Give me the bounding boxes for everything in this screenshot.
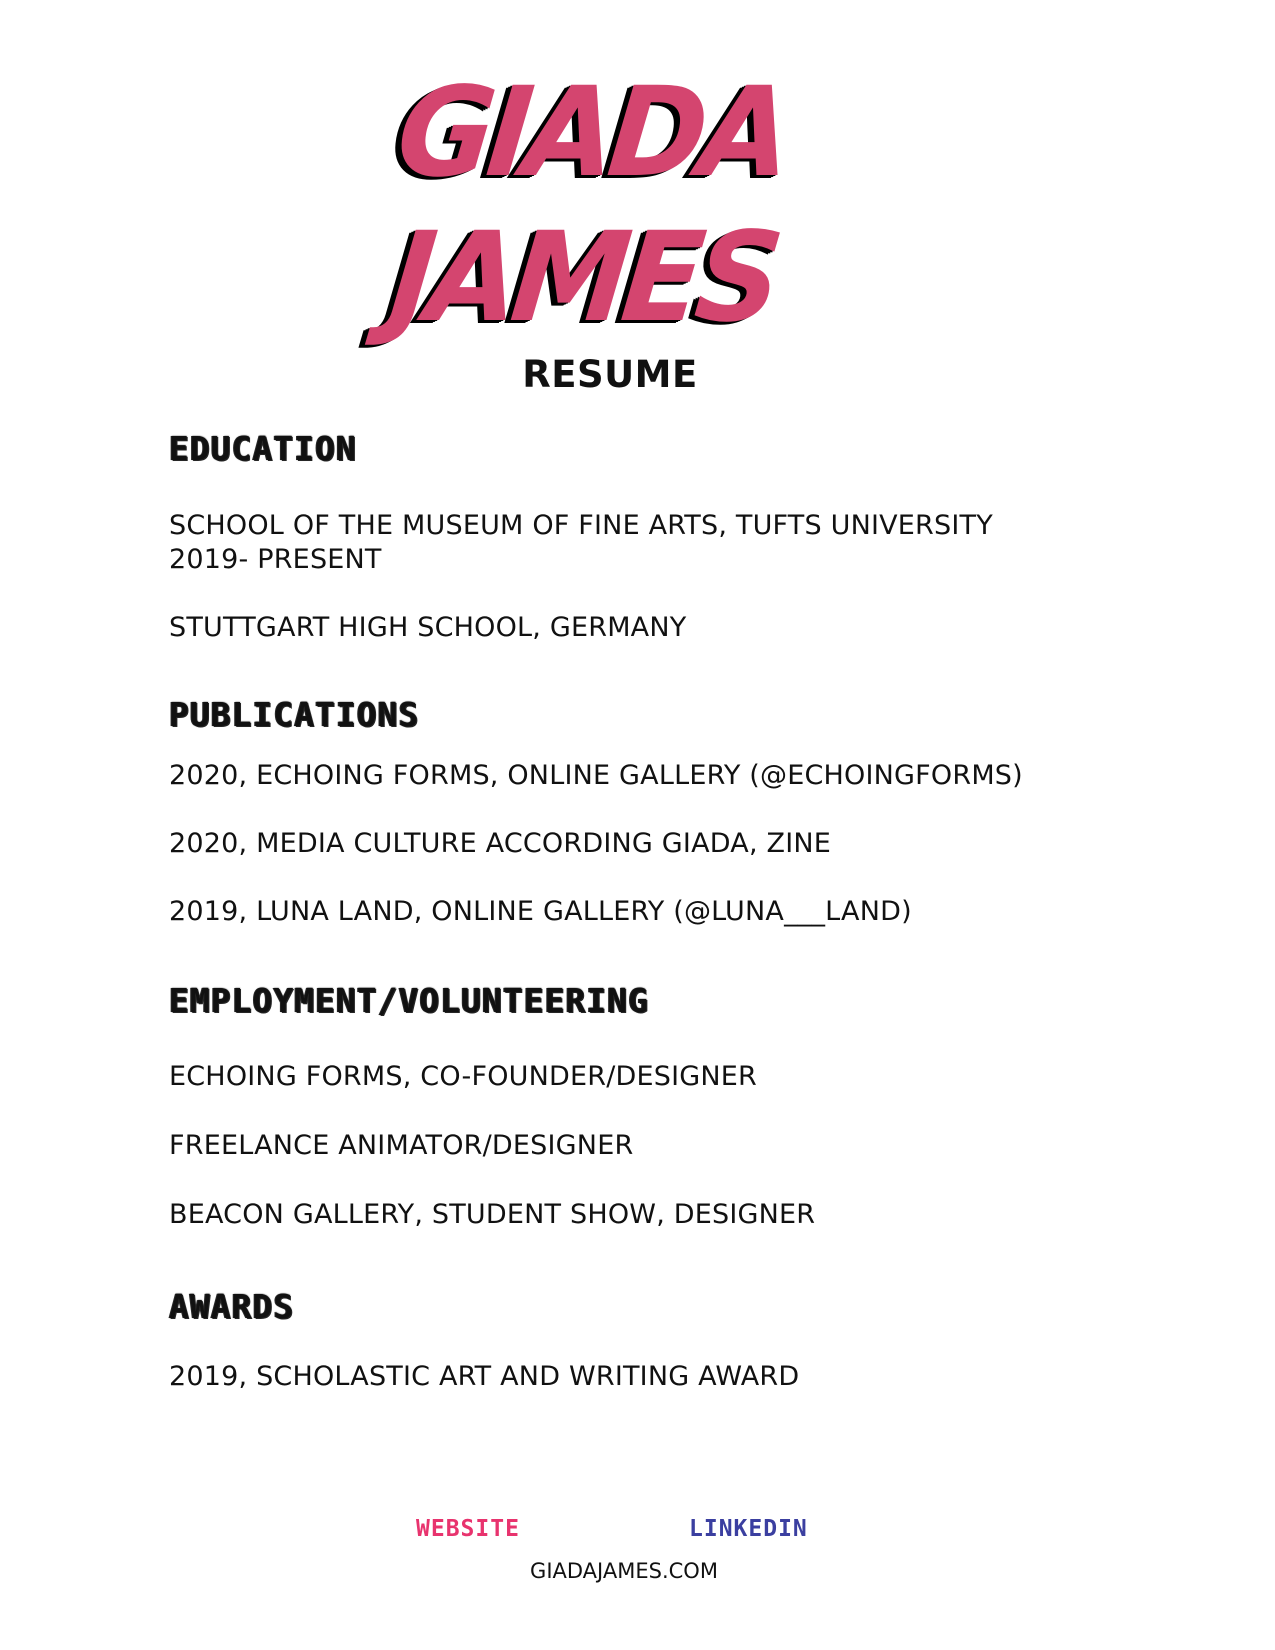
website-url: GIADAJAMES.COM bbox=[530, 1559, 718, 1583]
education-entry-2: STUTTGART HIGH SCHOOL, GERMANY bbox=[169, 612, 687, 643]
name-last: JAMES bbox=[383, 204, 783, 350]
document-subtitle: RESUME bbox=[522, 353, 698, 396]
education-entry-1-line-2: 2019- PRESENT bbox=[169, 544, 382, 575]
education-entry-1-line-1: SCHOOL OF THE MUSEUM OF FINE ARTS, TUFTS UNIVERSITY bbox=[169, 510, 993, 541]
website-link[interactable]: WEBSITE bbox=[416, 1516, 520, 1542]
employment-heading: EMPLOYMENT/VOLUNTEERING bbox=[169, 981, 649, 1020]
publications-heading: PUBLICATIONS bbox=[169, 695, 420, 734]
publication-entry-2: 2020, MEDIA CULTURE ACCORDING GIADA, ZINE bbox=[169, 828, 832, 859]
name-first: GIADA bbox=[390, 59, 793, 205]
publication-entry-3: 2019, LUNA LAND, ONLINE GALLERY (@LUNA___LAND) bbox=[169, 896, 912, 927]
award-entry-1: 2019, SCHOLASTIC ART AND WRITING AWARD bbox=[169, 1361, 800, 1392]
linkedin-link[interactable]: LINKEDIN bbox=[689, 1516, 808, 1542]
employment-entry-1: ECHOING FORMS, CO-FOUNDER/DESIGNER bbox=[169, 1061, 758, 1092]
employment-entry-3: BEACON GALLERY, STUDENT SHOW, DESIGNER bbox=[169, 1199, 816, 1230]
employment-entry-2: FREELANCE ANIMATOR/DESIGNER bbox=[169, 1130, 634, 1161]
publication-entry-1: 2020, ECHOING FORMS, ONLINE GALLERY (@ECHOINGFORMS) bbox=[169, 760, 1023, 791]
education-heading: EDUCATION bbox=[169, 429, 357, 468]
awards-heading: AWARDS bbox=[169, 1287, 295, 1326]
